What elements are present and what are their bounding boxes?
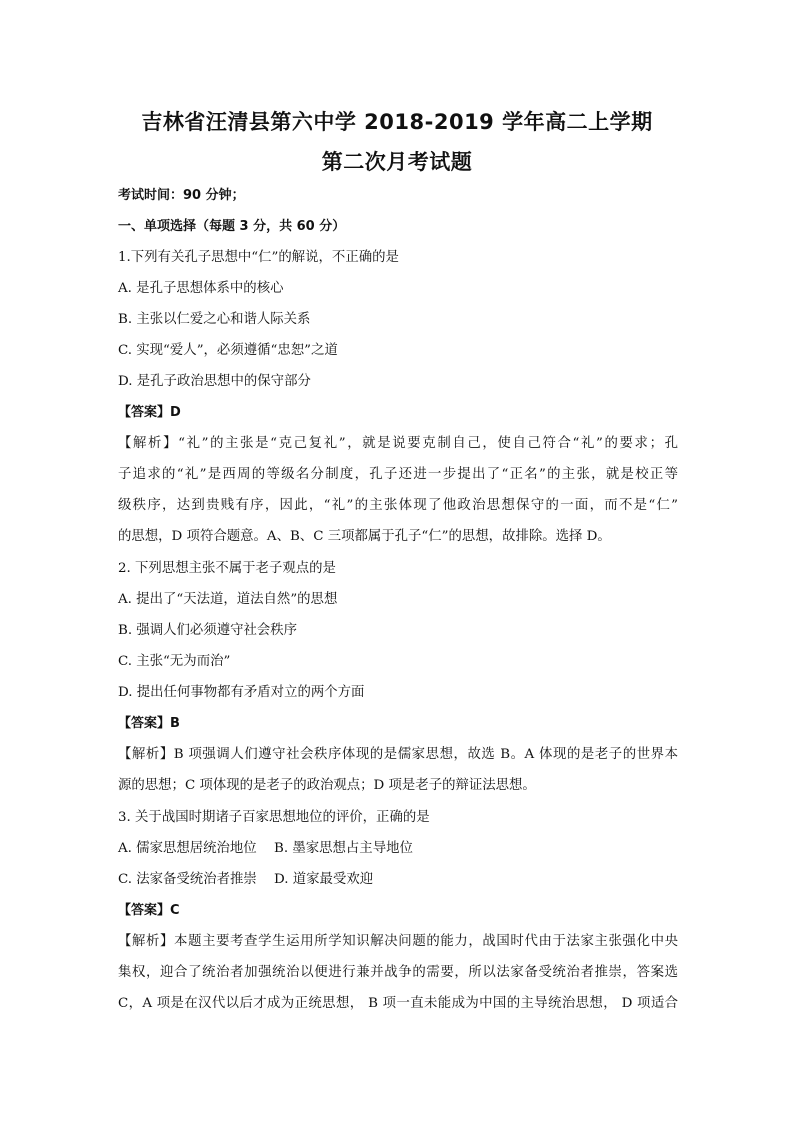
question-3-answer: 【答案】C — [118, 903, 180, 918]
question-3-option-d: D. 道家最受欢迎 — [274, 872, 374, 887]
question-1-answer: 【答案】D — [118, 405, 181, 420]
question-1-option-d: D. 是孔子政治思想中的保守部分 — [118, 374, 311, 389]
question-3-option-a: A. 儒家思想居统治地位 — [118, 841, 257, 856]
question-3-options-row — [118, 871, 678, 889]
question-1-stem: 1.下列有关孔子思想中“仁”的解说，不正确的是 — [118, 250, 399, 265]
question-3-option-b: B. 墨家思想占主导地位 — [274, 841, 413, 856]
section-title: 一、单项选择（每题 3 分，共 60 分） — [118, 219, 346, 234]
question-3-options-row — [118, 840, 678, 858]
question-2-stem: 2. 下列思想主张不属于老子观点的是 — [118, 561, 336, 576]
question-3-analysis-line: 集权，迎合了统治者加强统治以便进行兼并战争的需要，所以法家备受统治者推崇，答案选 — [118, 965, 678, 980]
question-3-stem: 3. 关于战国时期诸子百家思想地位的评价，正确的是 — [118, 810, 430, 825]
question-3-option-c: C. 法家备受统治者推崇 — [118, 872, 257, 887]
question-2-option-a: A. 提出了“天法道，道法自然”的思想 — [118, 592, 338, 607]
question-1-option-a: A. 是孔子思想体系中的核心 — [118, 281, 284, 296]
question-3-analysis-line: 【解析】本题主要考查学生运用所学知识解决问题的能力，战国时代由于法家主张强化中央 — [118, 934, 678, 949]
question-2-analysis-line: 源的思想；C 项体现的是老子的政治观点；D 项是老子的辩证法思想。 — [118, 778, 536, 793]
question-2-option-b: B. 强调人们必须遵守社会秩序 — [118, 623, 298, 638]
exam-time: 考试时间：90 分钟； — [118, 188, 245, 203]
document-subtitle: 第二次月考试题 — [321, 150, 473, 174]
question-2-option-d: D. 提出任何事物都有矛盾对立的两个方面 — [118, 685, 365, 700]
question-1-analysis-line: 子追求的“礼”是西周的等级名分制度，孔子还进一步提出了“正名”的主张，就是校正等 — [118, 467, 678, 482]
question-2-analysis-line: 【解析】B 项强调人们遵守社会秩序体现的是儒家思想，故选 B。A 体现的是老子的世界本 — [118, 747, 678, 762]
question-1-analysis-line: 的思想，D 项符合题意。A、B、C 三项都属于孔子“仁”的思想，故排除。选择 D。 — [118, 529, 611, 544]
question-2-answer: 【答案】B — [118, 716, 180, 731]
question-1-option-c: C. 实现“爱人”，必须遵循“忠恕”之道 — [118, 343, 338, 358]
document-title: 吉林省汪清县第六中学 2018-2019 学年高二上学期 — [141, 110, 653, 134]
question-3-analysis-line: C，A 项是在汉代以后才成为正统思想， B 项一直未能成为中国的主导统治思想， D 项适合 — [118, 996, 678, 1011]
question-2-option-c: C. 主张“无为而治” — [118, 654, 231, 669]
question-1-analysis-line: 级秩序，达到贵贱有序，因此，“礼”的主张体现了他政治思想保守的一面，而不是“仁” — [118, 498, 678, 513]
question-1-option-b: B. 主张以仁爱之心和谐人际关系 — [118, 312, 311, 327]
question-1-analysis-line: 【解析】“礼”的主张是“克己复礼”，就是说要克制自己，使自己符合“礼”的要求；孔 — [118, 436, 678, 451]
